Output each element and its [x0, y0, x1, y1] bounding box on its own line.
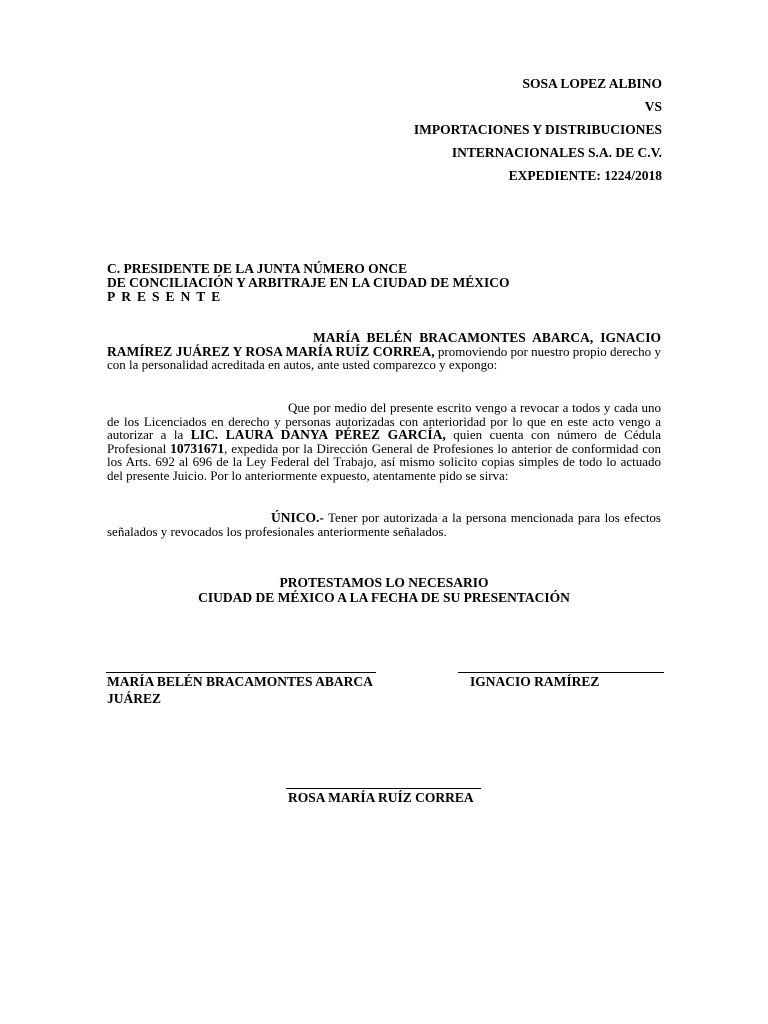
body-paragraph [107, 401, 661, 482]
signature-line-1 [106, 672, 376, 673]
closing-line-1: PROTESTAMOS LO NECESARIO [279, 575, 489, 590]
cedula-number: 10731671 [170, 440, 225, 456]
signature-name-1: MARÍA BELÉN BRACAMONTES ABARCA [107, 674, 373, 689]
petition-text: Tener por autorizada a la persona mencionada para los efectos señalados y revocados los profesionales anteriormente señalados. [107, 510, 661, 539]
intro-paragraph [107, 331, 661, 372]
body-text-1: Que por medio del presente escrito vengo a revocar a todos y cada uno de los Licenciados en derecho y personas autorizadas con anterioridad por lo que en este acto vengo a autorizar a la [107, 400, 661, 442]
signature-name-1-cont: JUÁREZ [107, 691, 162, 706]
signature-line-2 [458, 672, 664, 673]
intro-text: promoviendo por nuestro propio derecho y con la personalidad acreditada en autos, ante usted comparezco y expongo: [107, 343, 661, 372]
versus-label: VS [644, 99, 662, 114]
body-text-2: quien cuenta con número de Cédula Profesional [107, 427, 661, 456]
defendant-line-1: IMPORTACIONES Y DISTRIBUCIONES [413, 122, 662, 137]
body-text-3: , expedida por la Dirección General de Profesiones lo anterior de conformidad con los Arts. 692 al 696 de la Ley Federal del Trabajo, así mismo solicito copias simples de todo lo actuado del presente Juicio. Por lo anteriormente expuesto, atentamente pido se sirva: [107, 440, 661, 483]
actor-name: SOSA LOPEZ ALBINO [522, 76, 662, 91]
case-number: EXPEDIENTE: 1224/2018 [508, 168, 662, 183]
signature-name-3: ROSA MARÍA RUÍZ CORREA [288, 790, 474, 805]
authorized-lawyer: LIC. LAURA DANYA PÉREZ GARCÍA, [190, 427, 446, 442]
closing-line-2: CIUDAD DE MÉXICO A LA FECHA DE SU PRESENTACIÓN [198, 590, 570, 605]
signature-line-3 [286, 788, 481, 789]
addressee-presente: PRESENTE [107, 289, 227, 304]
petition-label: ÚNICO.- [271, 510, 324, 525]
promoters-names: MARÍA BELÉN BRACAMONTES ABARCA, IGNACIO RAMÍREZ JUÁREZ Y ROSA MARÍA RUÍZ CORREA, [107, 330, 661, 359]
signature-name-2: IGNACIO RAMÍREZ [470, 674, 600, 689]
addressee-line-2: DE CONCILIACIÓN Y ARBITRAJE EN LA CIUDAD DE MÉXICO [107, 275, 510, 290]
addressee-line-1: C. PRESIDENTE DE LA JUNTA NÚMERO ONCE [107, 261, 408, 276]
defendant-line-2: INTERNACIONALES S.A. DE C.V. [451, 145, 662, 160]
petition-paragraph [107, 511, 661, 538]
